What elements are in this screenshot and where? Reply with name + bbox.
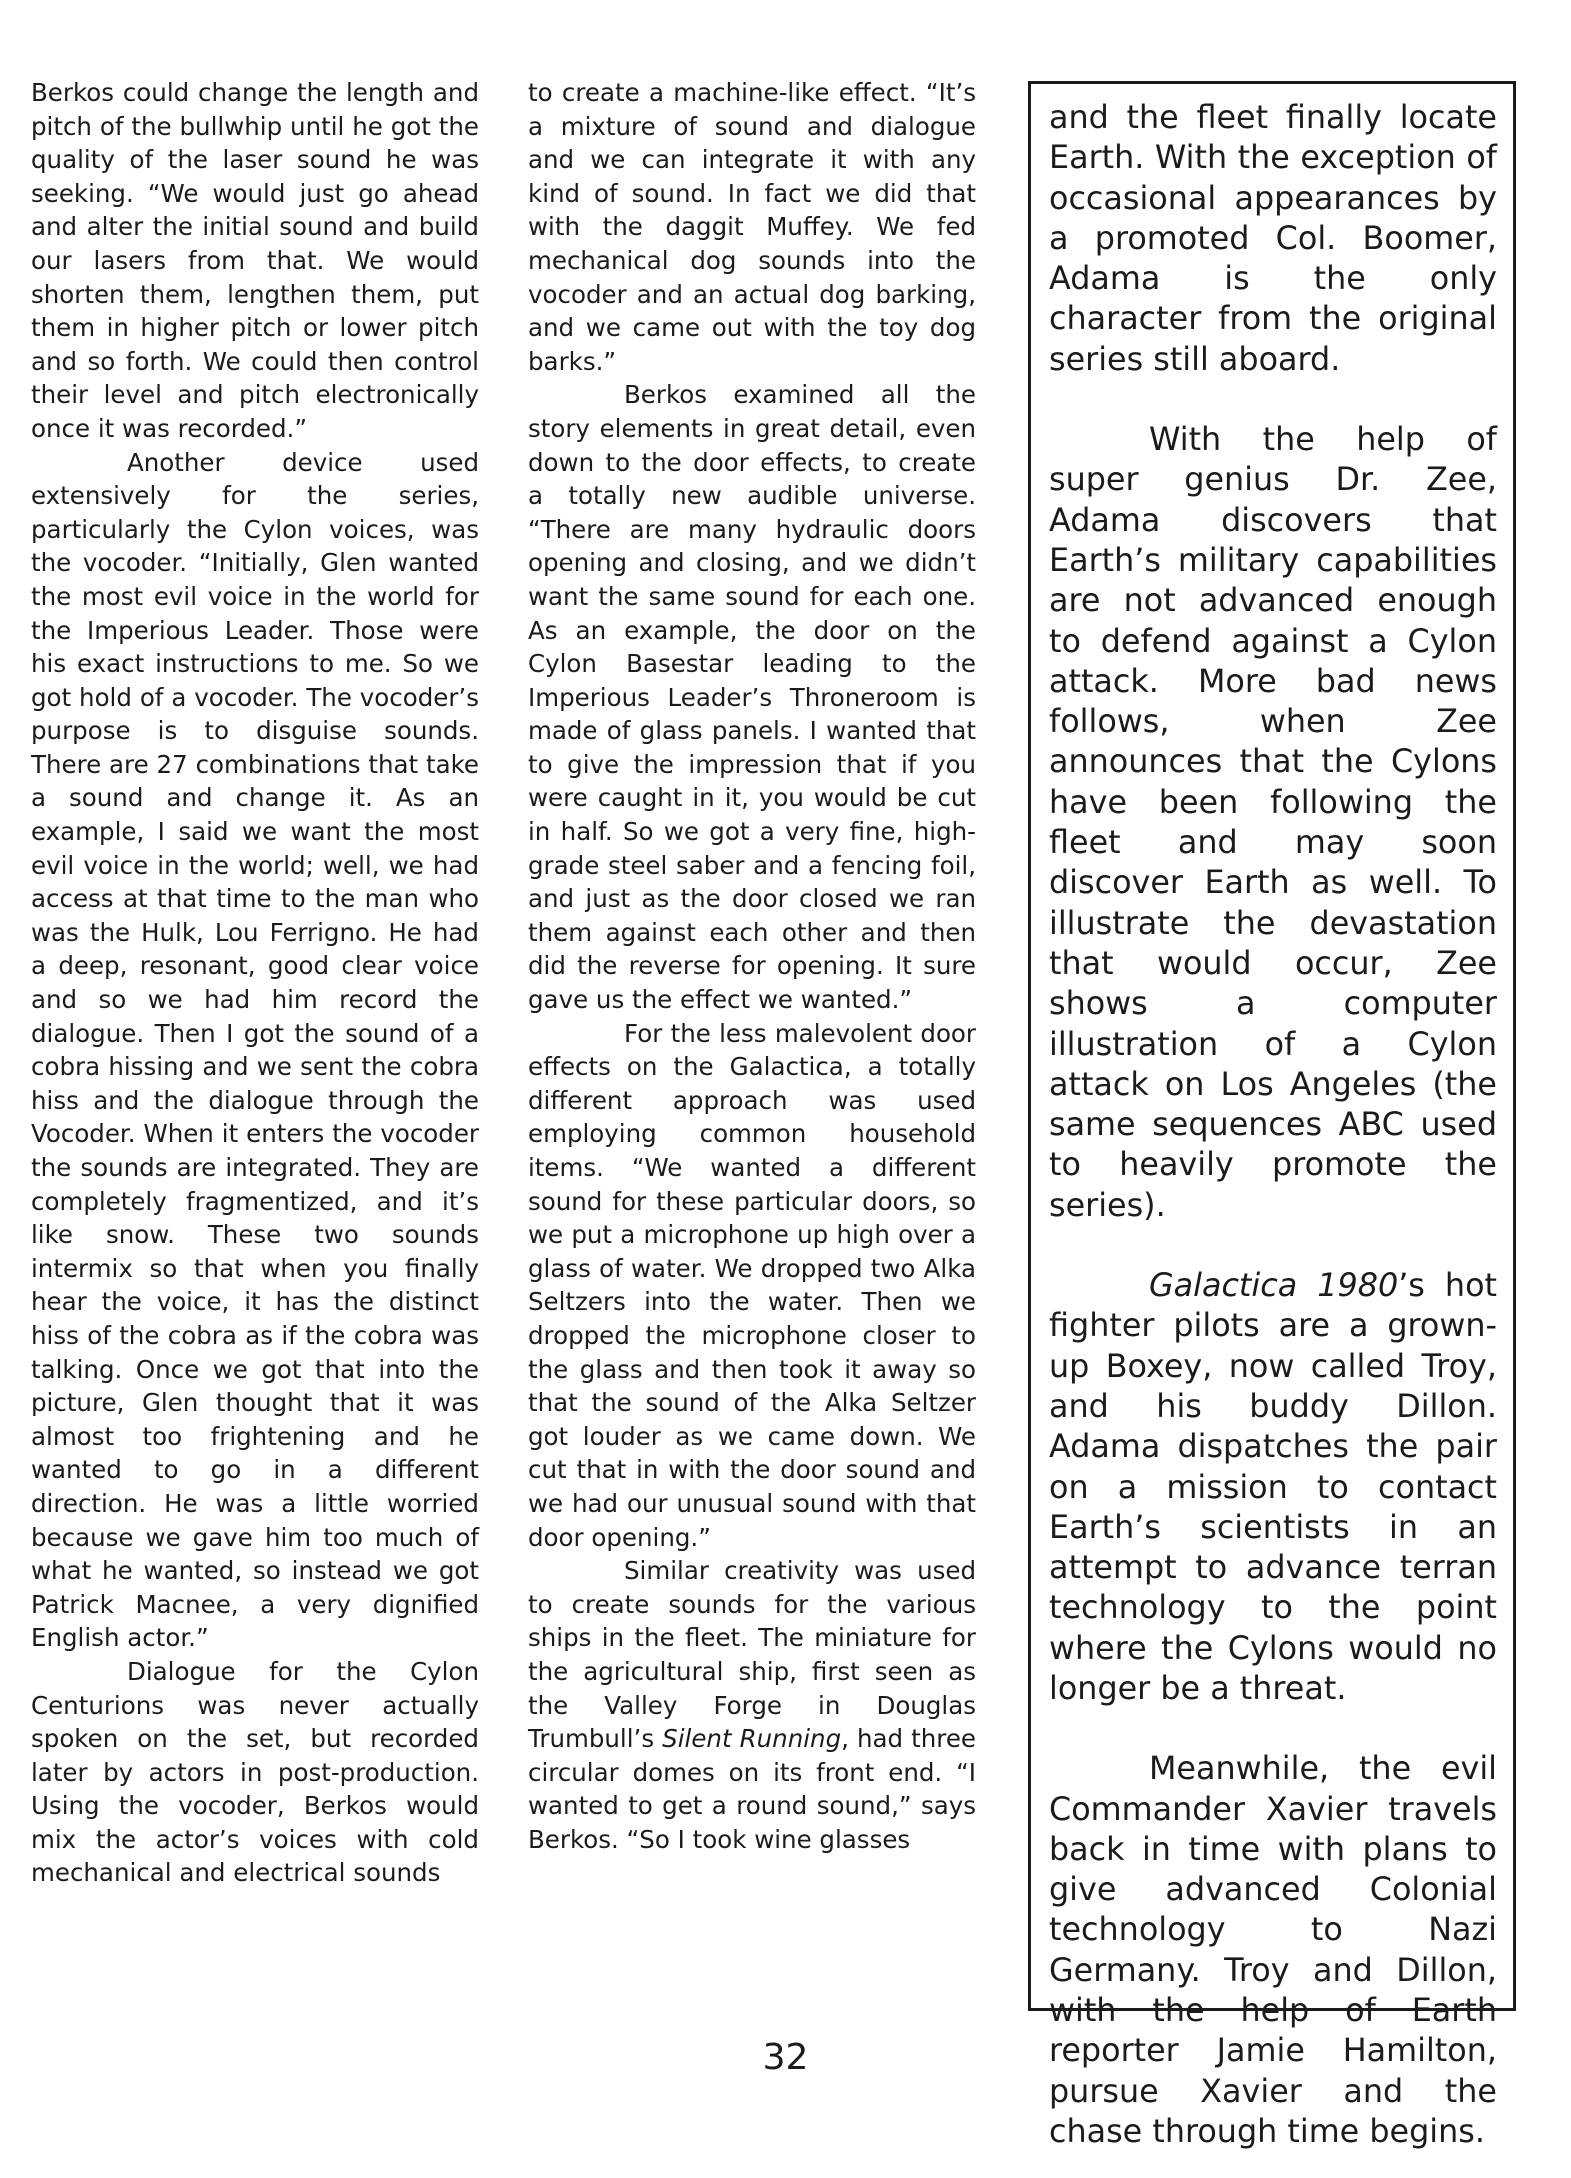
paragraph: Dialogue for the Cylon Centurions was never actually spoken on the set, but recorded later by actors in post-production. Using the vocoder, Berkos would mix the actor’s voices with cold mechanical and electrical sounds xyxy=(31,1656,479,1888)
text-run: Similar creativity was used to create sounds for the various ships in the fleet. The miniature for the agricultural ship, first seen as the Valley Forge in Douglas Trumbull’s xyxy=(528,1556,976,1754)
paragraph: Berkos examined all the story elements in great detail, even down to the door effects, to create a totally new audible universe. “There are many hydraulic doors opening and closing, and we didn’t want the same sound for each one. As an example, the door on the Cylon Basestar leading to the Imperious Leader’s Throneroom is made of glass panels. I wanted that to give the impression that if you were caught in it, you would be cut in half. So we got a very fine, high-grade steel saber and a fencing foil, and just as the door closed we ran them against each other and then did the reverse for opening. It sure gave us the effect we wanted.” xyxy=(528,380,976,1015)
film-title: Silent Running xyxy=(662,1724,842,1754)
paragraph: to create a machine-like effect. “It’s a mixture of sound and dialogue and we can integrate it with any kind of sound. In fact we did that with the daggit Muffey. We fed mechanical dog sounds into the vocoder and an actual dog barking, and we came out with the toy dog barks.” xyxy=(528,78,976,376)
text-run: ’s hot fighter pilots are a grown-up Boxey, now called Troy, and his buddy Dillon. Adama dispatches the pair on a mission to contact Earth’s scientists in an attempt to advance terran technology to the point where the Cylons would no longer be a threat. xyxy=(1049,1267,1497,1707)
page-number: 32 xyxy=(762,2037,809,2078)
sidebar-paragraph: Meanwhile, the evil Commander Xavier travels back in time with plans to give advanced Colonial technology to Nazi Germany. Troy and Dillon, with the help of Earth reporter Jamie Hamilton, pursue Xavier and the chase through time begins. xyxy=(1049,1750,1497,2150)
sidebar-box xyxy=(1028,81,1516,2150)
paragraph: For the less malevolent door effects on the Galactica, a totally different approach was used employing common household items. “We wanted a different sound for these particular doors, so we put a microphone up high over a glass of water. We dropped two Alka Seltzers into the water. Then we dropped the microphone closer to the glass and then took it away so that the sound of the Alka Seltzer got louder as we came down. We cut that in with the door sound and we had our unusual sound with that door opening.” xyxy=(528,1018,976,1552)
sidebar-paragraph: and the fleet finally locate Earth. With the exception of occasional appearances by a promoted Col. Boomer, Adama is the only character from the original series still aboard. xyxy=(1049,99,1497,378)
paragraph: Another device used extensively for the series, particularly the Cylon voices, was the vocoder. “Initially, Glen wanted the most evil voice in the world for the Imperious Leader. Those were his exact instructions to me. So we got hold of a vocoder. The vocoder’s purpose is to disguise sounds. There are 27 combinations that take a sound and change it. As an example, I said we want the most evil voice in the world; well, we had access at that time to the man who was the Hulk, Lou Ferrigno. He had a deep, resonant, good clear voice and so we had him record the dialogue. Then I got the sound of a cobra hissing and we sent the cobra hiss and the dialogue through the Vocoder. When it enters the vocoder the sounds are integrated. They are completely fragmentized, and it’s like snow. These two sounds intermix so that when you finally hear the voice, it has the distinct hiss of the cobra as if the cobra was talking. Once we got that into the picture, Glen thought that it was almost too frightening and he wanted to go in a different direction. He was a little worried because we gave him too much of what he wanted, so instead we got Patrick Macnee, a very dignified English actor.” xyxy=(31,447,479,1653)
paragraph: Berkos could change the length and pitch of the bullwhip until he got the quality of the laser sound he was seeking. “We would just go ahead and alter the initial sound and build our lasers from that. We would shorten them, lengthen them, put them in higher pitch or lower pitch and so forth. We could then control their level and pitch electronically once it was recorded.” xyxy=(31,78,479,443)
article-column-left xyxy=(31,76,479,1890)
sidebar-paragraph xyxy=(1049,1266,1497,1709)
paragraph xyxy=(528,1554,976,1856)
text-run: , had three circular domes on its front end. “I wanted to get a round sound,” says Berkos. “So I took wine glasses xyxy=(528,1724,976,1854)
sidebar-paragraph: With the help of super genius Dr. Zee, Adama discovers that Earth’s military capabilities are not advanced enough to defend against a Cylon attack. More bad news follows, when Zee announces that the Cylons have been following the fleet and may soon discover Earth as well. To illustrate the devastation that would occur, Zee shows a computer illustration of a Cylon attack on Los Angeles (the same sequences ABC used to heavily promote the series). xyxy=(1049,421,1497,1224)
show-title: Galactica 1980 xyxy=(1149,1267,1399,1305)
article-column-middle xyxy=(528,76,976,1856)
